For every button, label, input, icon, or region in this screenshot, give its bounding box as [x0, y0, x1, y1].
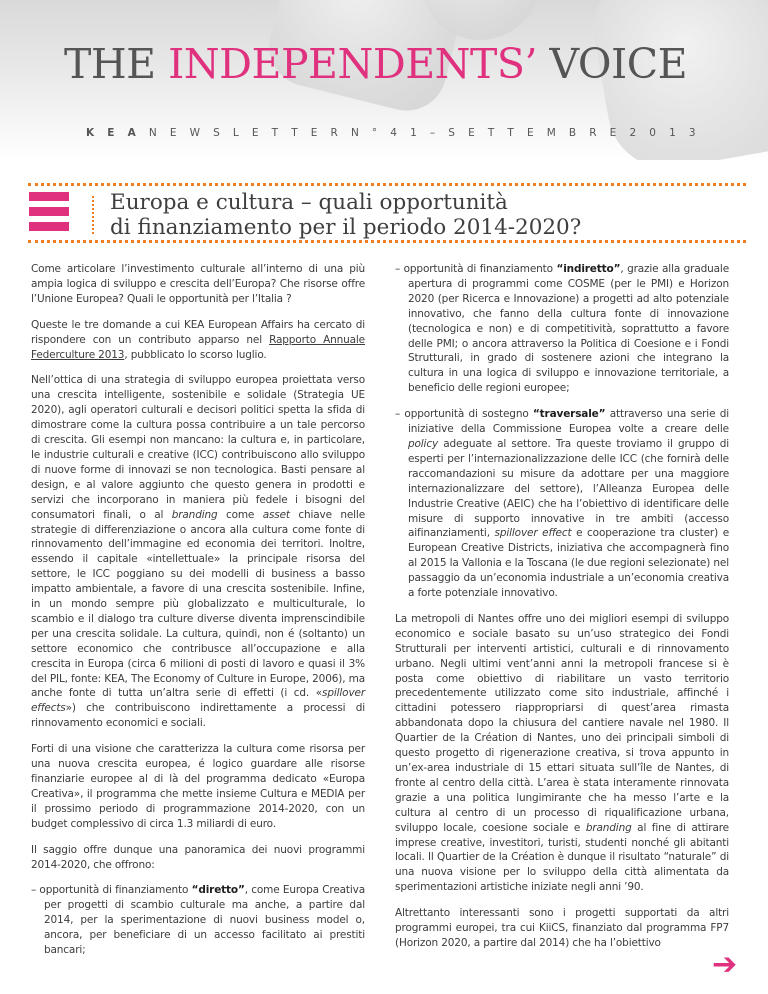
article-column-left	[31, 262, 365, 969]
issue-letter: E	[251, 127, 259, 139]
issue-letter: B	[568, 127, 577, 139]
rapporto-link[interactable]: Rapporto Annuale Federculture 2013	[31, 333, 365, 361]
dotted-divider-top	[28, 183, 746, 186]
paragraph: Forti di una visione che caratterizza la cultura come risorsa per una nuova crescita europea, é logico guardare alle risorse finanziarie europee al di là del programma dedicato «Europa Creativa», il programma che mette insieme Cultura e MEDIA per il prossimo periodo di programmazione 2014-2020, con un budget complessivo di circa 1.3 miliardi di euro.	[31, 743, 365, 830]
issue-letter: T	[507, 127, 514, 139]
issue-letter: 4	[390, 127, 397, 139]
title-accent: INDEPENDENTS’	[168, 40, 537, 88]
title-post: VOICE	[536, 40, 688, 88]
issue-letter: E	[468, 127, 475, 139]
issue-letter: R	[589, 127, 597, 139]
newsletter-title	[64, 40, 687, 88]
paragraph: Altrettanto interessanti sono i progetti supportati da altri programmi europei, tra cui KiiCS, finanziato dal programma FP7 (Horizon 2020, a partire dal 2014) che ha l’obiettivo	[395, 907, 729, 949]
paragraph: La metropoli di Nantes offre uno dei migliori esempi di sviluppo economico e sociale basato su un’uso strategico dei Fondi Strutturali per interventi artistici, culturali e di rinnovamento urbano. Negli ultimi vent’anni anni la metropoli francese si è posta come obiettivo di riabilitare un vasto territorio precedentemente utilizzato come sito industriale, affinché i cittadini potessero riappropriarsi di quest’area rimasta abbandonata dopo la chiusura del cantiere navale nel 1980. Il Quartier de la Création di Nantes, uno dei principali simboli di questo progetto di rigenerazione creativa, si trova appunto in un’ex-area industriale di 15 ettari situata sull’île de Nantes, di fronte al centro della città. L’area è stata interamente rinnovata grazie a una politica lungimirante che ha messo l’arte e la cultura al centro di un processo di riqualificazione urbana, sviluppo locale, coesione sociale e branding al fine di attirare imprese creative, investitori, turisti, studenti nonché gli abitanti locali. Il Quartier de la Création è dunque il risultato “naturale” di una nuova visione per lo sviluppo della città alimentata da sperimentazioni artistiche iniziate negli anni ’90.	[395, 612, 729, 894]
issue-letter: N	[350, 127, 359, 139]
next-page-arrow-icon[interactable]: ➔	[712, 947, 738, 982]
issue-letter: N	[148, 127, 157, 139]
list-item: – opportunità di finanziamento “indiretto”, grazie alla graduale apertura di programmi come COSME (per le PMI) e Horizon 2020 (per Ricerca e Innovazione) a progetti ad alto potenziale innovativo, che fanno della cultura fonte di innovazione (tecnologica e non) e di competitività, soprattutto a favore delle PMI; o ancora attraverso la Politica di Coesione e i Fondi Strutturali, in grado di sostenere azioni che integrano la cultura in una logica di sviluppo e innovazione territoriale, a beneficio delle regioni europee;	[395, 263, 730, 395]
issue-letter: 1	[410, 127, 417, 139]
issue-letter: °	[371, 127, 378, 139]
issue-letter: T	[291, 127, 298, 139]
issue-letter: W	[189, 127, 200, 139]
issue-letter: –	[429, 127, 436, 139]
issue-letter: E	[609, 127, 617, 139]
issue-letter: 3	[688, 127, 696, 139]
article-column-right	[395, 262, 729, 962]
paragraph: Nell’ottica di una strategia di sviluppo europea proiettata verso una crescita intelligente, sostenibile e solidale (Strategia UE 2020), agli operatori culturali e decisori politici spetta la sfida di dimostrare come la cultura possa contribuire a un tale percorso di crescita. Gli esempi non mancano: la cultura e, in particolare, le industrie culturali e creative (ICC) contribuiscono allo sviluppo di nuove forme di innovazi se non tecnologica. Basti pensare al design, e al valore aggiunto che questo genera in prodotti e servizi che incorporano in maniera più fedele i bisogni del consumatori finali, o al branding come asset chiave nelle strategie di differenziazione o ancora alla cultura come fonte di rinnovamento dell’immagine ed economia dei territori. Inoltre, essendo il capitale «intellettuale» la principale risorsa del settore, le ICC poggiano su dei modelli di business a basso impatto ambientale, a favore di una crescita sostenibile. Infine, in un mondo sempre più globalizzato e multiculturale, lo scambio e il dialogo tra culture diverse diventa imprenscindibile per una crescita solidale. La cultura, quindi, non é (soltanto) un settore economico che contribusce all’occupazione e alla crescita in Europa (circa 6 milioni di posti di lavoro e quasi il 3% del PIL, fonte: KEA, The Economy of Culture in Europe, 2006), ma anche fonte di tutta un’altra serie di effetti (i cd. «spillover effects») che contribuiscono indirettamente a processi di rinnovamento economici e sociali.	[31, 374, 365, 730]
dotted-vertical-separator	[92, 196, 94, 234]
issue-line	[86, 127, 696, 139]
paragraph: Queste le tre domande a cui KEA European Affairs ha cercato di rispondere con un contributo apparso nel Rapporto Annuale Federculture 2013, pubblicato lo scorso luglio.	[31, 318, 365, 361]
issue-letter: 1	[669, 127, 676, 139]
list-item: – opportunità di sostegno “traversale” attraverso una serie di iniziative della Commissione Europea volte a creare delle policy adeguate al settore. Tra queste troviamo il gruppo di esperti per l’internazionalizzazione delle ICC (che fornirà delle raccomandazioni su misure da adottare per una maggiore internazionalizzare del settore), l’Alleanza Europea delle Industrie Creative (AEIC) che ha l’obiettivo di identificare delle misure di supporto innovative in tre ambiti (accesso aifinanziamenti, spillover effect e cooperazione tra cluster) e European Creative Districts, iniziativa che accompagnerà fino al 2015 la Vallonia e la Toscana (le due regioni selezionate) nel passaggio da un’economia industriale a un’economia creativa a forte potenziale innovativo.	[395, 408, 729, 600]
issue-letter: E	[107, 127, 115, 139]
issue-letter: R	[330, 127, 338, 139]
issue-letter: 0	[649, 127, 656, 139]
issue-letter: 2	[629, 127, 637, 139]
issue-letter: L	[232, 127, 239, 139]
issue-letter: K	[86, 127, 95, 139]
headline-line-2: di finanziamento per il periodo 2014-2020?	[110, 215, 582, 240]
issue-letter: S	[213, 127, 220, 139]
issue-letter: T	[271, 127, 279, 139]
issue-letter: M	[546, 127, 556, 139]
title-pre: THE	[64, 40, 169, 88]
issue-letter: E	[169, 127, 177, 139]
paragraph: Come articolare l’investimento culturale all’interno di una più ampia logica di sviluppo e crescita dell’Europa? Che risorse offre l’Unione Europea? Quali le opportunità per l’Italia ?	[31, 263, 365, 305]
section-bars-icon	[29, 192, 69, 232]
issue-letter: S	[448, 127, 455, 139]
paragraph: Il saggio offre dunque una panoramica dei nuovi programmi 2014-2020, che offrono:	[31, 843, 365, 871]
headline-line-1: Europa e cultura – quali opportunità	[110, 190, 508, 215]
issue-letter: T	[487, 127, 495, 139]
list-item: – opportunità di finanziamento “diretto”, come Europa Creativa per progetti di scambio culturale ma anche, a partire dal 2014, per la sperimentazione di nuovi business model o, ancora, per beneficiare di un accesso facilitato ai prestiti bancari;	[31, 884, 365, 957]
article-headline	[110, 190, 750, 240]
issue-letter: E	[526, 127, 534, 139]
issue-letter: A	[127, 127, 136, 139]
dotted-divider-bottom	[28, 240, 746, 243]
masthead	[0, 0, 768, 160]
issue-letter: E	[310, 127, 318, 139]
